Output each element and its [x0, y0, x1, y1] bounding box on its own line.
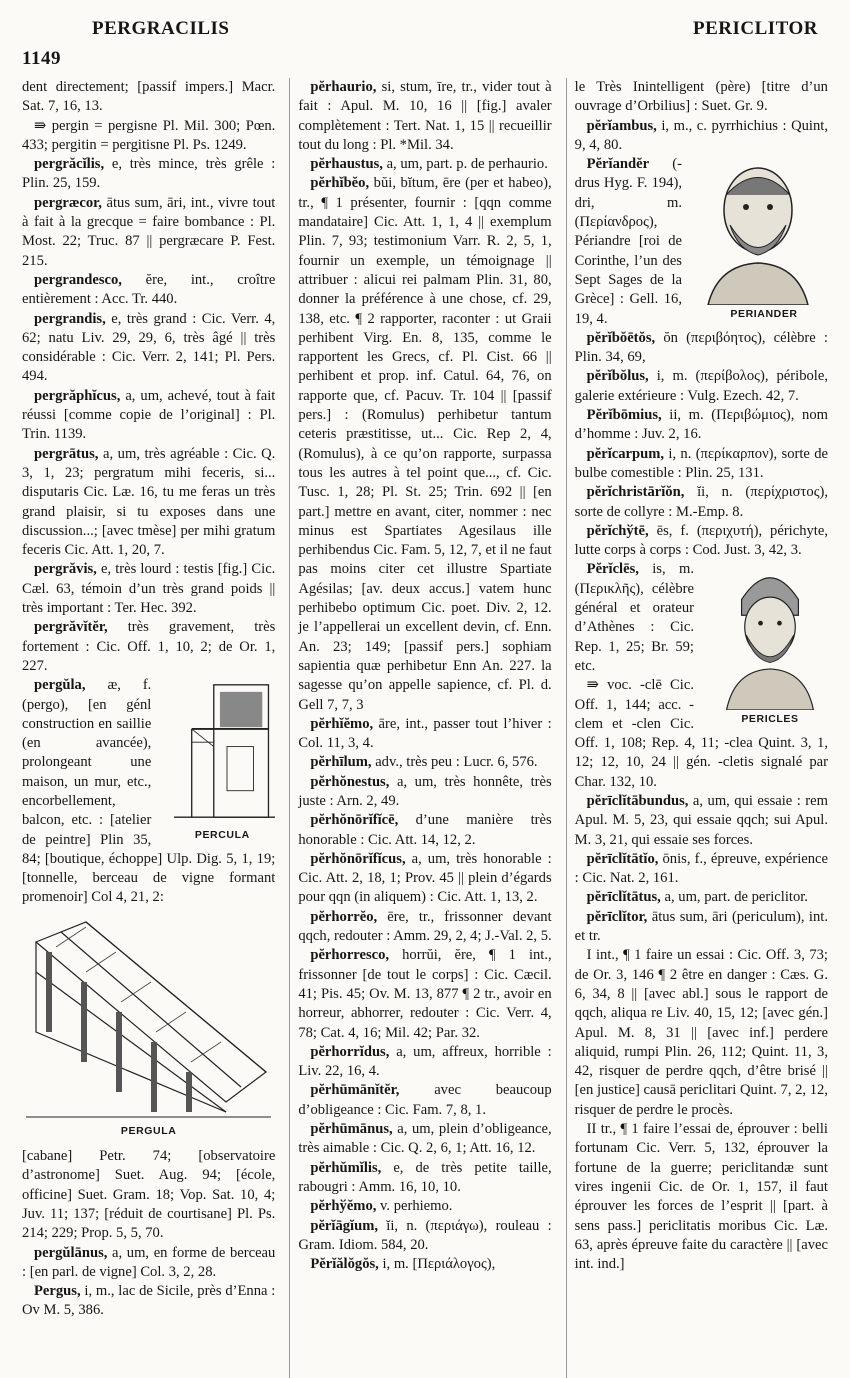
entry — [298, 155, 551, 174]
entry-text: i, m., c. pyrrhichius : Quint, 9, 4, 80. — [574, 117, 828, 153]
entry-text: ⇛ pergin = pergisne Pl. Mil. 300; Pœn. 433; pergitin = pergitisne Pl. Ps. 1249. — [22, 117, 276, 153]
entry-text: horrŭi, ĕre, ¶ 1 int., frissonner [de tout le corps] : Cic. Cæcil. 41; Pis. 45; Ov. M. 13, 877 ¶ 2 tr., avoir en horreur, abhorrer, redouter : Cic. Verr. 4, 78; Cat. 4, 16; Mil. 42; Par. 32. — [298, 947, 552, 1041]
headword: Pĕrĭălŏgŏs, — [310, 1256, 379, 1273]
entry-text: i, m. [Περιάλογος), — [378, 1256, 496, 1273]
figure-periander — [688, 155, 828, 324]
entry-text: a, um, qui essaie : rem Apul. M. 5, 23, qui essaie qqch; sui Apul. M. 3, 21, qui essaie ses forces. — [574, 792, 828, 848]
headword: pergŭla, — [34, 677, 86, 694]
headword: pĕrhўĕmo, — [310, 1198, 377, 1215]
entry-text: a, um, très honorable : Cic. Att. 2, 18, 1; Prov. 45 || plein d’égards pour qqn (in aliquem) : Cic. Att. 1, 13, 2. — [298, 850, 552, 906]
headword: pĕrhĭĕmo, — [310, 715, 374, 732]
entry — [298, 1159, 551, 1198]
entry — [22, 618, 275, 676]
entry-text: ĭi, n. (περίχριστος), sorte de collyre : M.-Emp. 8. — [574, 484, 828, 520]
headword: pergrātus, — [34, 445, 99, 462]
entry-text: e, de très petite taille, rabougri : Amm. 16, 10, 10. — [298, 1159, 552, 1195]
headword: pergrăvĭtĕr, — [34, 619, 108, 636]
headword: pĕrīclĭtābundus, — [586, 792, 689, 809]
entry — [575, 406, 828, 445]
entry-text: ēre, tr., frissonner devant qqch, redouter : Amm. 29, 2, 4; J.-Val. 2, 5. — [298, 908, 552, 945]
entry — [22, 1244, 275, 1283]
headword: pĕrĭbŏētŏs, — [586, 329, 656, 346]
entry — [22, 676, 275, 908]
entry — [298, 811, 551, 850]
entry — [298, 1197, 551, 1216]
headword: pĕrhorrĭdus, — [310, 1043, 390, 1060]
entry-text: (-drus Hyg. F. 194), dri, m. (Περίανδρος), Périandre [roi de Corinthe, l’un des Sept Sages de la Grèce] : Gell. 16, 19, 4. — [574, 156, 682, 327]
page-number: 1149 — [22, 48, 61, 69]
headword: pĕrīclĭtātĭo, — [586, 850, 659, 867]
headword: pĕrhŭmĭlis, — [310, 1159, 382, 1176]
entry — [298, 715, 551, 754]
entry-text: e, très grand : Cic. Verr. 4, 62; natu Liv. 29, 29, 6, très âgé || très considérable : Cic. Verr. 2, 141; Pl. Pers. 494. — [22, 310, 276, 385]
entry — [298, 1120, 551, 1159]
entry — [575, 792, 828, 850]
headword: pergŭlānus, — [34, 1244, 108, 1261]
entry-text: bŭi, bĭtum, ēre (per et habeo), tr., ¶ 1 présenter, fournir : [qqn comme mandataire] Cic. Att. 1, 1, 4 || exemplum Plin. 7, 93; testimonium Varr. R. 2, 5, 1, fournir un exemple, un témoignage || attribuer : alicui rei palmam Plin. 31, 80, donner la préférence à une chose, cf. 29, 138, etc. ¶ 2 rapporter, raconter : ut Graii perhibent Virg. En. 8, 135, comme le rapportent les Grecs, cf. Pl. Cist. 66 || perhibent et prop. inf. Catul. 64, 76, on rapporte que, cf. Pacuv. Tr. 104 || [passif pers.] : (Romulus) perhibetur tantum ceteris præstitisse, ut... Cic. Rep 2, 4, (Romulus), à ce qu’on rapporte, surpassa tous les autres à tel point que..., cf. Cic. Tusc. 1, 28; Pl. St. 25; Trin. 692 || [en part.] mettre en avant, citer, nommer : nec minus est Spartiates Agesilaus ille perhibendus Cic. Fam. 5, 12, 7, et il ne faut pas moins citer cet illustre Spartiate Agésilas; [av. deux accus.] vatem hunc perhibebo optimum Cic. poet. Div. 2, 12. je l’appellerai un excellent devin, cf. Enn. An. 23; 149; [passif pers.] sophiam sapientia quæ perhibetur Enn An. 227. la sagesse qu’on appelle sapience, cf. Pl. d. Gell 7, 7, 3 — [298, 175, 552, 713]
entry — [22, 155, 275, 194]
entry — [298, 78, 551, 155]
entry — [575, 155, 828, 329]
entry — [298, 1043, 551, 1082]
entry — [22, 1282, 275, 1321]
headword: pĕrhĭbĕo, — [310, 175, 370, 192]
entry-text: ātus sum, āri, int., vivre tout à fait à la grecque = faire bombance : Pl. Most. 22; Truc. 87 || pergræcare P. Fest. 215. — [22, 194, 276, 269]
entry-text: d’une manière très honorable : Cic. Att. 14, 12, 2. — [298, 812, 552, 848]
headword: Pergus, — [34, 1283, 81, 1300]
entry — [298, 1217, 551, 1256]
entry-text: avec beaucoup d’obligeance : Cic. Fam. 7, 8, 1. — [298, 1082, 552, 1118]
headword: pĕrĭāgĭum, — [310, 1217, 379, 1234]
entry-text: e, très lourd : testis [fig.] Cic. Cæl. 63, témoin d’un très grand poids || très important : Ter. Hec. 392. — [22, 561, 276, 617]
entry-text: v. perhiemo. — [376, 1198, 453, 1215]
entry-text: le Très Inintelligent (père) [titre d’un ouvrage d’Orbilius] : Suet. Gr. 9. — [574, 79, 828, 115]
headword: Pĕrĭbōmius, — [586, 407, 662, 424]
entry-text: i, m., lac de Sicile, près d’Enna : Ov M. 5, 386. — [22, 1283, 276, 1319]
entry-text: si, stum, īre, tr., vider tout à fait : Apul. M. 10, 16 || [fig.] avaler complètement : Tert. Nat. 1, 15 || recueillir tout du long : Pl. *Mil. 34. — [298, 79, 552, 153]
entry — [22, 310, 275, 387]
entry — [298, 1081, 551, 1120]
entry — [575, 522, 828, 561]
entry-text: ēs, f. (περιχυτή), périchyte, lutte corps à corps : Cod. Just. 3, 42, 3. — [574, 522, 828, 559]
entry — [574, 560, 828, 726]
pericles-bust-illustration — [700, 560, 828, 710]
entry-text: a, um, en forme de berceau : [en parl. de vigne] Col. 3, 2, 28. — [22, 1244, 276, 1280]
column-3 — [566, 78, 828, 1378]
entry — [22, 271, 275, 310]
pergula-illustration — [26, 912, 271, 1122]
entry — [575, 1120, 828, 1274]
entry-text: a, um, affreux, horrible : Liv. 22, 16, 4. — [298, 1043, 552, 1080]
headword: pĕrĭchristārĭŏn, — [586, 484, 685, 501]
entry — [575, 445, 828, 484]
entry-text: is, m. (Περικλῆς), célèbre général et orateur d’Athènes : Cic. Rep. 1, 25; Br. 59; etc. — [574, 561, 694, 674]
entry — [575, 367, 828, 406]
percula-illustration — [157, 676, 275, 826]
entry-text: ātus sum, āri (periculum), int. et tr. — [574, 908, 828, 945]
header-left-guideword: PERGRACILIS — [92, 18, 230, 39]
page-number-wrap — [22, 48, 828, 78]
entry-text: I int., ¶ 1 faire un essai : Cic. Off. 3, 73; de Or. 3, 146 ¶ 2 être en danger : Cæs. G. 6, 34, 8 || [avec abl.] sous le rapport de qqch, aliqua re Liv. 40, 15, 12; [avec gén.] Apul. M. 8, 31 || [avec inf.] perdere aliquid, rumpi Plin. 26, 112; Quint. 11, 3, 42, risquer de perdre qqch, d’être brisé || [en justice] causā periclitari Quint. 7, 2, 12, risquer de perdre le procès. — [574, 947, 828, 1118]
entry-text: æ, f. (pergo), [en génl construction en saillie (en avancée), prolongeant une maison, un mur, etc., encorbellement, balcon, etc. : [atelier de peintre] Plin 35, 84; [boutique, échoppe] Ulp. Dig. 5, 1, 19; [tonnelle, berceau de vigne formant promenoir] Col 4, 21, 2: — [22, 677, 276, 906]
entry — [22, 445, 275, 561]
entry — [575, 329, 828, 368]
periander-bust-illustration — [688, 155, 828, 305]
figure-caption: PERICLES — [741, 713, 799, 726]
entry-text: ŏn (περιβόητος), célèbre : Plin. 34, 69, — [574, 329, 828, 366]
entry — [22, 194, 275, 271]
headword: pĕrīclĭtor, — [586, 908, 648, 925]
entry — [575, 483, 828, 522]
entry — [22, 387, 275, 445]
entry-text: a, um, part. de periclitor. — [660, 889, 808, 906]
entry — [22, 560, 275, 618]
figure-percula — [157, 676, 275, 845]
entry-text: très gravement, très fortement : Cic. Off. 1, 10, 2; de Or. 1, 227. — [22, 619, 276, 674]
entry — [575, 908, 828, 947]
entry-text: a, um, part. p. de perhaurio. — [382, 156, 548, 173]
entry — [298, 946, 551, 1042]
headword: pergrăvis, — [34, 561, 97, 578]
entry-text: āre, int., passer tout l’hiver : Col. 11, 3, 4. — [298, 715, 552, 752]
entry — [22, 78, 275, 117]
headword: pergrăcĭlis, — [34, 156, 105, 173]
entry-text: a, um, très agréable : Cic. Q. 3, 1, 23; pergratum mihi feceris, si... disputaris Cic. Læ. 16, tu me feras un très grand plaisir, si tu exposes dans une discussion...; [avec tmèse] per mihi gratum feceris Cic. Att. 1, 20, 7. — [22, 445, 276, 559]
figure-caption: PERGULA — [120, 1124, 177, 1137]
entry — [575, 888, 828, 907]
entry — [298, 908, 551, 947]
page-columns — [22, 78, 828, 1378]
column-1 — [22, 78, 275, 1378]
entry-text: e, très mince, très grêle : Plin. 25, 159. — [22, 156, 276, 192]
entry-text: a, um, achevé, tout à fait réussi [comme copie de l’original] : Pl. Trin. 1139. — [22, 387, 276, 443]
figure-pergula — [22, 912, 275, 1141]
headword: Pĕrĭandĕr — [586, 156, 650, 173]
headword: pĕrĭambus, — [586, 117, 657, 134]
entry-text: ii, m. (Περιβώμιος), nom d’homme : Juv. 2, 16. — [574, 407, 828, 443]
headword: pĕrhūmānĭtĕr, — [310, 1082, 400, 1099]
entry-text: ⇛ voc. -clē Cic. Off. 1, 144; acc. -clem et -clen Cic. Off. 1, 108; Rep. 4, 11; -clea Quint. 3, 1, 12; 12, 10, 24 || gén. -cletis signalé par Char. 132, 10. — [574, 677, 828, 790]
headword: pĕrĭchўtē, — [586, 522, 649, 539]
header-right-guideword: PERICLITOR — [692, 18, 818, 39]
headword: pĕrhorrĕo, — [310, 908, 378, 925]
entry-text: ĕre, int., croître entièrement : Acc. Tr. 440. — [22, 271, 276, 308]
entry — [298, 753, 551, 772]
headword: pĕrhorresco, — [310, 947, 390, 964]
entry — [575, 78, 828, 117]
entry-text: ōnis, f., épreuve, expérience : Cic. Nat. 2, 161. — [574, 850, 828, 887]
entry-text: [cabane] Petr. 74; [observatoire d’astronome] Suet. Aug. 94; [école, officine] Suet. Gram. 18; Vop. Sat. 10, 4; Juv. 11; 137; [réduit de courtisane] Pl. Ps. 214; 229; Prop. 5, 5, 70. — [22, 1148, 276, 1242]
entry — [298, 773, 551, 812]
headword: pĕrīclĭtātus, — [586, 889, 661, 906]
page-header — [22, 18, 828, 48]
entry-text: a, um, plein d’obligeance, très aimable : Cic. Q. 2, 6, 1; Att. 16, 12. — [298, 1121, 552, 1157]
entry — [22, 1147, 275, 1243]
headword: pergrăphĭcus, — [34, 387, 121, 404]
headword: pĕrhīlum, — [310, 754, 372, 771]
headword: pergrandesco, — [34, 271, 122, 288]
entry-text: i, m. (περίβολος), péribole, galerie extérieure : Vulg. Ezech. 42, 7. — [574, 368, 828, 404]
column-2 — [289, 78, 551, 1378]
headword: pergræcor, — [34, 194, 102, 211]
entry — [575, 117, 828, 156]
entry-text: adv., très peu : Lucr. 6, 576. — [371, 754, 538, 771]
headword: pĕrĭcarpum, — [586, 445, 665, 462]
headword: pĕrhŏnōrĭfĭcē, — [310, 812, 399, 829]
headword: pĕrĭbŏlus, — [586, 368, 649, 385]
headword: pĕrhaustus, — [310, 156, 383, 173]
entry — [298, 850, 551, 908]
entry — [298, 174, 551, 714]
headword: pĕrhūmānus, — [310, 1121, 393, 1138]
entry-text: i, n. (περίκαρπον), sorte de bulbe comestible : Plin. 25, 131. — [574, 445, 828, 481]
entry — [575, 850, 828, 889]
headword: pergrandis, — [34, 310, 106, 327]
entry — [298, 1255, 551, 1274]
entry — [575, 946, 828, 1120]
headword: Pĕrĭclēs, — [586, 561, 639, 578]
entry-text: dent directement; [passif impers.] Macr. Sat. 7, 16, 13. — [22, 79, 276, 115]
headword: pĕrhŏnōrĭfĭcus, — [310, 850, 406, 867]
figure-caption: PERIANDER — [730, 308, 798, 321]
entry-text: a, um, très honnête, très juste : Arn. 2, 49. — [298, 773, 552, 809]
figure-caption: PERCULA — [194, 829, 250, 842]
entry-text: II tr., ¶ 1 faire l’essai de, éprouver : belli fortunam Cic. Verr. 5, 132, éprouver la fortune de la guerre; periclitandæ sunt vires ingenii Cic. de Or. 1, 157, il faut éprouver les forces de l’esprit || [part. à sens pass.] periclitatis moribus Cic. Læ. 63, après épreuve faite du caractère || [avec int. ind.] — [574, 1121, 828, 1273]
entry-text: ĭi, n. (περιάγω), rouleau : Gram. Idiom. 584, 20. — [298, 1217, 552, 1253]
headword: pĕrhaurio, — [310, 79, 377, 95]
headword: pĕrhŏnestus, — [310, 773, 390, 790]
figure-pericles — [700, 560, 828, 729]
entry — [22, 117, 275, 156]
